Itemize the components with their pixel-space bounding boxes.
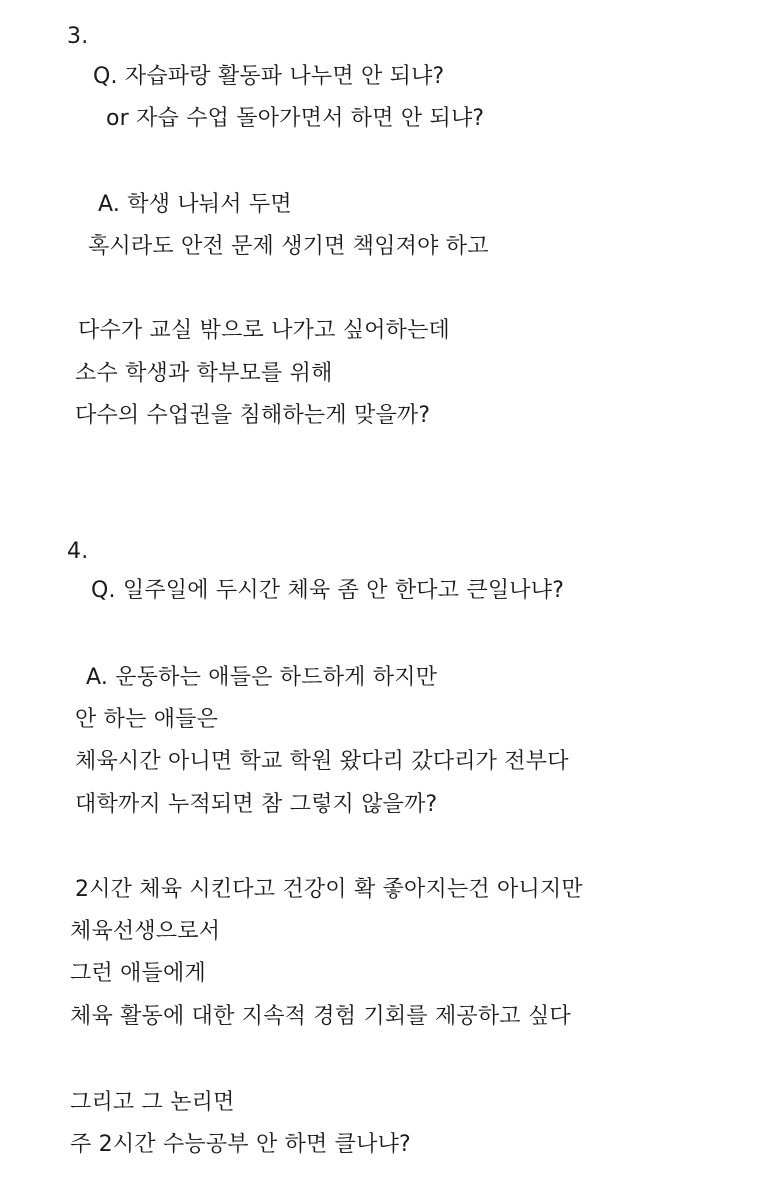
- section-4-answer-line-2: 안 하는 애들은: [75, 707, 219, 732]
- section-4-paragraph-1-line-4: 체육 활동에 대한 지속적 경험 기회를 제공하고 싶다: [70, 1004, 571, 1029]
- section-4-paragraph-1-line-3: 그런 애들에게: [70, 961, 206, 986]
- section-4-answer-line-3: 체육시간 아니면 학교 학원 왔다리 갔다리가 전부다: [75, 749, 569, 774]
- section-4-question: Q. 일주일에 두시간 체육 좀 안 한다고 큰일나냐?: [91, 578, 565, 603]
- section-4-paragraph-1-line-2: 체육선생으로서: [70, 919, 221, 944]
- section-3-paragraph-line-2: 소수 학생과 학부모를 위해: [75, 361, 333, 386]
- section-4-paragraph-1-line-1: 2시간 체육 시킨다고 건강이 확 좋아지는건 아니지만: [75, 877, 583, 902]
- section-3-question-line-2: or 자습 수업 돌아가면서 하면 안 되냐?: [106, 106, 485, 131]
- section-3-question-line-1: Q. 자습파랑 활동파 나누면 안 되냐?: [93, 64, 445, 89]
- section-3-paragraph-line-1: 다수가 교실 밖으로 나가고 싶어하는데: [78, 318, 451, 343]
- section-4-answer-line-1: A. 운동하는 애들은 하드하게 하지만: [86, 665, 438, 690]
- section-3-answer-line-1: A. 학생 나눠서 두면: [98, 192, 292, 217]
- section-4-paragraph-2-line-2: 주 2시간 수능공부 안 하면 클나냐?: [70, 1132, 411, 1157]
- section-4-paragraph-2-line-1: 그리고 그 논리면: [70, 1090, 235, 1115]
- section-4-number: 4.: [67, 539, 89, 564]
- section-3-answer-line-2: 혹시라도 안전 문제 생기면 책임져야 하고: [88, 234, 489, 259]
- section-3-paragraph-line-3: 다수의 수업권을 침해하는게 맞을까?: [75, 403, 431, 428]
- section-3-number: 3.: [67, 24, 89, 49]
- section-4-answer-line-4: 대학까지 누적되면 참 그렇지 않을까?: [75, 792, 438, 817]
